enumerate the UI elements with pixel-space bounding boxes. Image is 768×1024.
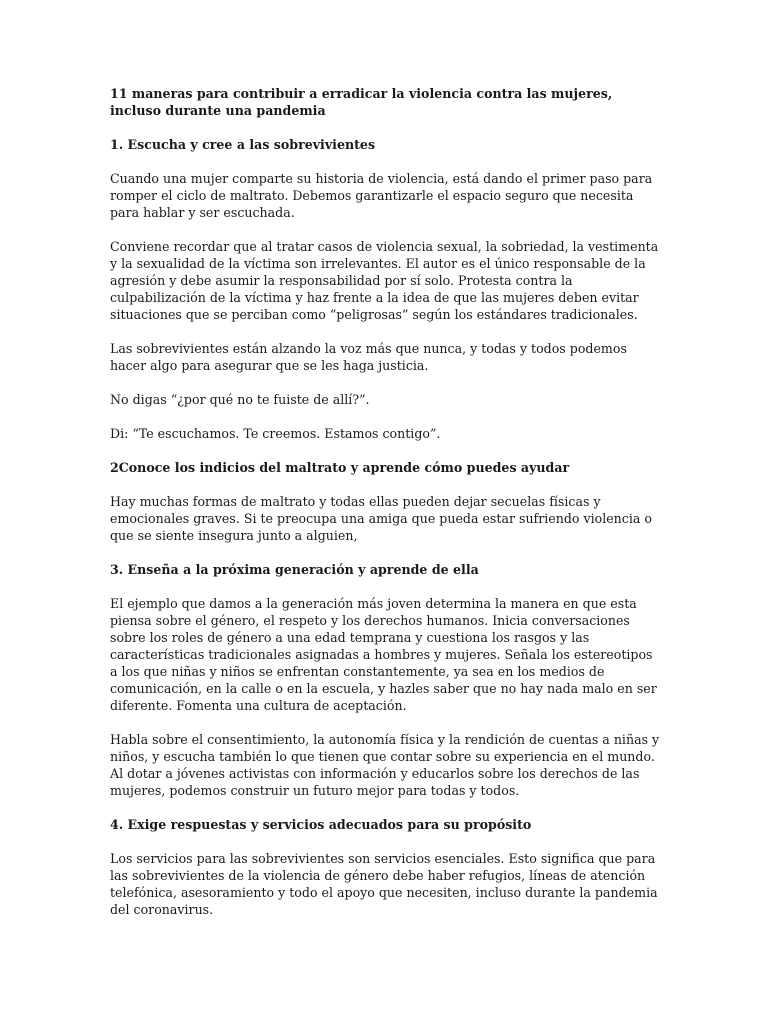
section-heading-3: 3. Enseña a la próxima generación y aprende de ella: [110, 562, 479, 577]
paragraph: Las sobrevivientes están alzando la voz más que nunca, y todas y todos podemos hacer algo para asegurar que se les haga justicia.: [110, 341, 627, 373]
document-body: [110, 85, 660, 935]
paragraph: Habla sobre el consentimiento, la autonomía física y la rendición de cuentas a niñas y niños, y escucha también lo que tienen que contar sobre su experiencia en el mundo. Al dotar a jóvenes activistas con información y educarlos sobre los derechos de las mujeres, podemos construir un futuro mejor para todas y todos.: [110, 732, 660, 798]
paragraph: Cuando una mujer comparte su historia de violencia, está dando el primer paso para romper el ciclo de maltrato. Debemos garantizarle el espacio seguro que necesita para hablar y ser escuchada.: [110, 171, 653, 220]
section-heading-1: 1. Escucha y cree a las sobrevivientes: [110, 137, 376, 152]
paragraph: Di: “Te escuchamos. Te creemos. Estamos contigo”.: [110, 426, 441, 441]
paragraph: Conviene recordar que al tratar casos de violencia sexual, la sobriedad, la vestimenta y la sexualidad de la víctima son irrelevantes. El autor es el único responsable de la agresión y debe asumir la responsabilidad por sí solo. Protesta contra la culpabilización de la víctima y haz frente a la idea de que las mujeres deben evitar situaciones que se perciban como “peligrosas” según los estándares tradicionales.: [110, 239, 659, 322]
paragraph: El ejemplo que damos a la generación más joven determina la manera en que esta piensa sobre el género, el respeto y los derechos humanos. Inicia conversaciones sobre los roles de género a una edad temprana y cuestiona los rasgos y las características tradicionales asignadas a hombres y mujeres. Señala los estereotipos a los que niñas y niños se enfrentan constantemente, ya sea en los medios de comunicación, en la calle o en la escuela, y hazles saber que no hay nada malo en ser diferente. Fomenta una cultura de aceptación.: [110, 596, 657, 713]
section-heading-2: 2Conoce los indicios del maltrato y aprende cómo puedes ayudar: [110, 460, 570, 475]
paragraph: No digas “¿por qué no te fuiste de allí?”.: [110, 392, 370, 407]
document-title: 11 maneras para contribuir a erradicar la violencia contra las mujeres, incluso durante una pandemia: [110, 86, 613, 118]
paragraph: Los servicios para las sobrevivientes son servicios esenciales. Esto significa que para las sobrevivientes de la violencia de género debe haber refugios, líneas de atención telefónica, asesoramiento y todo el apoyo que necesiten, incluso durante la pandemia del coronavirus.: [110, 851, 658, 917]
section-heading-4: 4. Exige respuestas y servicios adecuados para su propósito: [110, 817, 532, 832]
paragraph: Hay muchas formas de maltrato y todas ellas pueden dejar secuelas físicas y emocionales graves. Si te preocupa una amiga que pueda estar sufriendo violencia o que se siente insegura junto a alguien,: [110, 494, 652, 543]
